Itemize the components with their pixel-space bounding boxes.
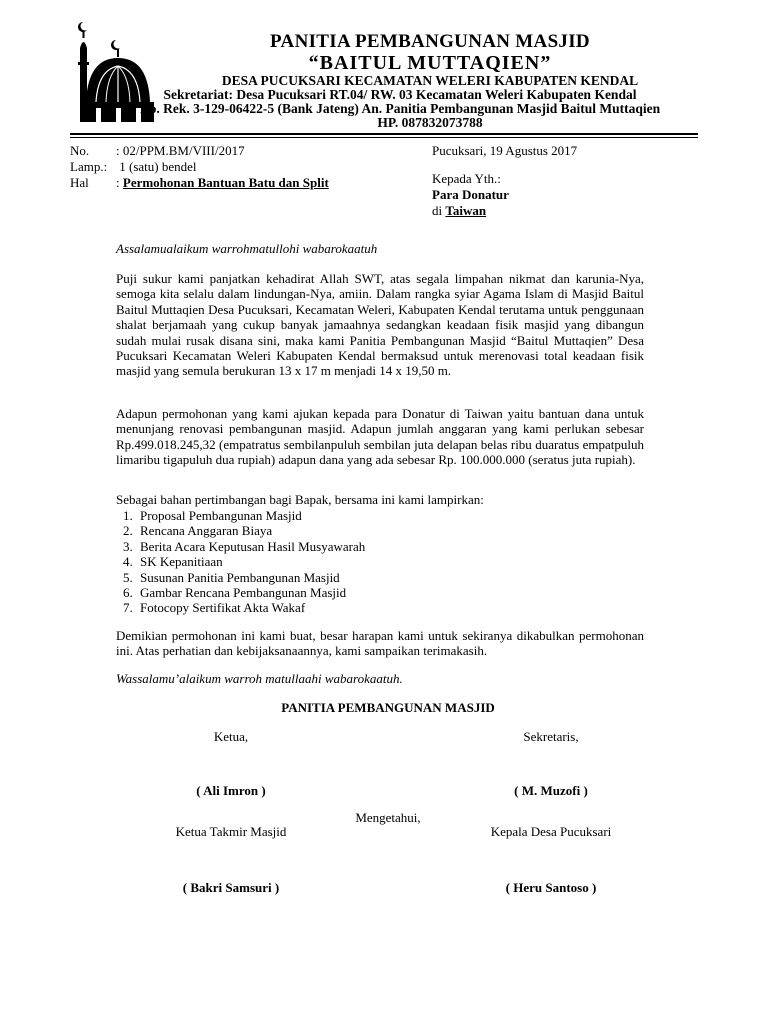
attachment-item: 7. Fotocopy Sertifikat Akta Wakaf — [136, 600, 644, 615]
header-divider-thin — [70, 137, 698, 138]
phone-number: HP. 087832073788 — [377, 115, 483, 130]
acknowledged-label: Mengetahui, — [355, 810, 421, 825]
secretariat-address: Sekretariat: Desa Pucuksari RT.04/ RW. 03 Kecamatan Weleri Kabupaten Kendal — [163, 87, 637, 102]
chair-name: ( Ali Imron ) — [196, 783, 266, 798]
subject-text: Permohonan Bantuan Batu dan Split — [122, 175, 329, 190]
meta-attachment: Lamp.: 1 (satu) bendel — [70, 159, 197, 174]
place-date: Pucuksari, 19 Agustus 2017 — [432, 143, 578, 158]
recipient-block — [432, 143, 672, 219]
committee-heading: PANITIA PEMBANGUNAN MASJID — [281, 700, 495, 715]
takmir-name: ( Bakri Samsuri ) — [182, 880, 280, 895]
to-line: Kepada Yth.: — [432, 171, 501, 186]
secretary-role: Sekretaris, — [523, 729, 579, 744]
org-location: DESA PUCUKSARI KECAMATAN WELERI KABUPATEN KENDAL — [221, 73, 639, 88]
recipient-location: di Taiwan — [432, 203, 487, 218]
takmir-role: Ketua Takmir Masjid — [175, 824, 287, 839]
attachment-item: 6. Gambar Rencana Pembangunan Masjid — [136, 585, 644, 600]
greeting: Assalamualaikum warrohmatullohi wabarokaatuh — [116, 241, 378, 256]
paragraph-closing: Demikian permohonan ini kami buat, besar harapan kami untuk sekiranya dikabulkan permohonan ini. Atas perhatian dan kebijaksanaannya, kami sampaikan terimakasih. — [116, 628, 644, 659]
paragraph-intro: Puji sukur kami panjatkan kehadirat Allah SWT, atas segala limpahan nikmat dan karunia-Nya, semoga kita selalu dalam lindungan-Nya, amiin. Dalam rangka syiar Agama Islam di Masjid Baitul Baitul Muttaqien Desa Pucuksari, Kecamatan Weleri, Kabupaten Kendal terutama untuk penggunaan shalat berjamaah yang cukup banyak jamaahnya sedangkan keadaan fisik masjid yang dibangun sudah mulai rusak disana sini, maka kami Panitia Pembangunan Masjid “Baitul Muttaqien” Desa Pucuksari Kecamatan Weleri Kabupaten Kendal bermaksud untuk merenovasi total keadaan fisik masjid yang semula berukuran 13 x 17 m menjadi 14 x 19,50 m. — [116, 271, 644, 379]
attachment-item: 3. Berita Acara Keputusan Hasil Musyawarah — [136, 539, 644, 554]
chair-role: Ketua, — [213, 729, 249, 744]
attachment-item: 4. SK Kepanitiaan — [136, 554, 644, 569]
org-title: PANITIA PEMBANGUNAN MASJID — [270, 31, 590, 52]
village-head-role: Kepala Desa Pucuksari — [490, 824, 612, 839]
letter-meta — [70, 143, 390, 191]
attachments-intro: Sebagai bahan pertimbangan bagi Bapak, bersama ini kami lampirkan: — [116, 492, 484, 507]
attachments-list — [116, 508, 644, 616]
secretary-name: ( M. Muzofi ) — [514, 783, 588, 798]
mosque-name: “BAITUL MUTTAQIEN” — [308, 52, 552, 74]
attachment-item: 5. Susunan Panitia Pembangunan Masjid — [136, 570, 644, 585]
closing-salutation: Wassalamu’alaikum warroh matullaahi wabarokaatuh. — [116, 671, 403, 686]
attachment-item: 1. Proposal Pembangunan Masjid — [136, 508, 644, 523]
bank-account: No. Rek. 3-129-06422-5 (Bank Jateng) An. Panitia Pembangunan Masjid Baitul Muttaqien — [139, 101, 661, 116]
meta-number: No. : 02/PPM.BM/VIII/2017 — [70, 143, 245, 158]
paragraph-request: Adapun permohonan yang kami ajukan kepada para Donatur di Taiwan yaitu bantuan dana untuk menunjang renovasi pembangunan masjid. Adapun jumlah anggaran yang kami perlukan sebesar Rp.499.018.245,32 (empatratus sembilanpuluh sembilan juta delapan belas ribu duaratus empatpuluh limaribu tigapuluh dua rupiah) adapun dana yang ada sebesar Rp. 100.000.000 (seratus juta rupiah). — [116, 406, 644, 468]
recipient: Para Donatur — [432, 187, 509, 202]
village-head-name: ( Heru Santoso ) — [505, 880, 597, 895]
attachment-item: 2. Rencana Anggaran Biaya — [136, 523, 644, 538]
meta-subject: Hal : Permohonan Bantuan Batu dan Split — [70, 175, 329, 190]
header-divider — [70, 133, 698, 135]
